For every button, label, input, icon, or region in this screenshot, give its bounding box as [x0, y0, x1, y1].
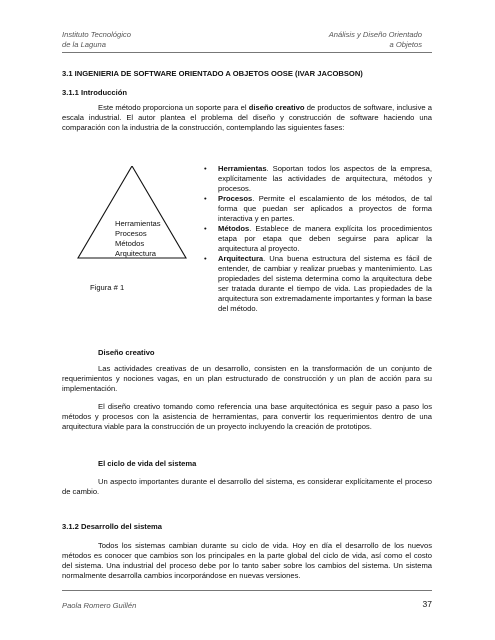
- bullet-term: Procesos: [218, 194, 253, 203]
- bullet-icon: •: [204, 224, 207, 233]
- bullet-text: . Establece de manera explícita los procedimientos etapa por etapa que deben seguirse para aplicar la arquitectura al proyecto.: [218, 224, 432, 253]
- intro-text-before: Este método proporciona un soporte para el: [98, 103, 249, 112]
- intro-paragraph: [62, 103, 432, 133]
- footer-divider: [62, 590, 432, 591]
- desarrollo-heading: 3.1.2 Desarrollo del sistema: [62, 522, 163, 531]
- pyramid-figure: [62, 166, 190, 310]
- figure-caption: Figura # 1: [90, 283, 125, 292]
- header-institution: [62, 30, 131, 50]
- bullet-term: Métodos: [218, 224, 250, 233]
- header-right-line2: a Objetos: [389, 40, 422, 49]
- list-item: [204, 194, 432, 224]
- bullet-icon: •: [204, 194, 207, 203]
- list-item: [204, 224, 432, 254]
- header-left-line2: de la Laguna: [62, 40, 106, 49]
- bullet-text: . Soportan todos los aspectos de la empresa, explícitamente las actividades de arquitectura, métodos y procesos.: [218, 164, 432, 193]
- bullet-term: Arquitectura: [218, 254, 264, 263]
- ciclo-vida-heading: El ciclo de vida del sistema: [98, 459, 197, 468]
- header-course: [329, 30, 422, 50]
- intro-text-bold: diseño creativo: [248, 103, 305, 112]
- ciclo-vida-paragraph: Un aspecto importantes durante el desarrollo del sistema, es considerar explícitamente el proceso de cambio.: [62, 477, 432, 496]
- bullet-term: Herramientas: [218, 164, 267, 173]
- diseno-creativo-heading: Diseño creativo: [98, 348, 155, 357]
- intro-heading: 3.1.1 Introducción: [62, 88, 127, 97]
- page-number: 37: [422, 599, 432, 609]
- diseno-creativo-paragraph-1: Las actividades creativas de un desarrollo, consisten en la transformación de un conjunto de requerimientos y nociones vagas, en un plan estructurado de construcción y un plan de acción para su implementación.: [62, 364, 432, 393]
- pyramid-label-procesos: Procesos: [115, 229, 147, 238]
- header-right-line1: Análisis y Diseño Orientado: [328, 30, 422, 39]
- pyramid-labels: [115, 219, 161, 259]
- header-divider: [62, 52, 432, 53]
- footer-author: Paola Romero Guillén: [62, 601, 137, 610]
- bullet-text: . Permite el escalamiento de los métodos, de tal forma que puedan ser aplicados a proyectos de forma interactiva y en partes.: [218, 194, 432, 223]
- pyramid-label-herramientas: Herramientas: [115, 219, 161, 228]
- desarrollo-paragraph: Todos los sistemas cambian durante su ciclo de vida. Hoy en día el desarrollo de los nuevos métodos es conocer que cambios son los principales en la parte global del ciclo de vida, así como el costo del sistema. Una industrial del proceso debe por lo tanto saber sobre los cambios del sistema. Un sistema normalmente desarrolla cambios incorporándose en nuevas versiones.: [62, 541, 432, 580]
- section-title: 3.1 INGENIERIA DE SOFTWARE ORIENTADO A OBJETOS OOSE (IVAR JACOBSON): [62, 69, 363, 78]
- list-item: [204, 254, 432, 314]
- header-left-line1: Instituto Tecnológico: [62, 30, 131, 39]
- bullet-icon: •: [204, 254, 207, 263]
- intro-text-after: de productos de software, inclusive a escala industrial. El autor plantea el problema del diseño y construcción de software haciendo una comparación con la industria de la construcción, contemplando las siguientes fases:: [62, 103, 432, 132]
- pyramid-label-arquitectura: Arquitectura: [115, 249, 156, 258]
- bullet-text: . Una buena estructura del sistema es fácil de entender, de cambiar y realizar pruebas y mantenimiento. Las propiedades del sistema determina como la arquitectura debe ser tratada durante el tiempo de vida. Las propiedades de la arquitectura son extremadamente importantes y forman la base del método.: [218, 254, 432, 313]
- phases-list: [204, 164, 432, 314]
- diseno-creativo-paragraph-2: El diseño creativo tomando como referencia una base arquitectónica es seguir paso a paso los métodos y procesos con la asistencia de herramientas, para convertir los requerimientos dentro de una arquitectura viable para la construcción de un proyecto incluyendo la creación de prototipos.: [62, 402, 432, 431]
- list-item: [204, 164, 432, 194]
- bullet-icon: •: [204, 164, 207, 173]
- pyramid-label-metodos: Métodos: [115, 239, 145, 248]
